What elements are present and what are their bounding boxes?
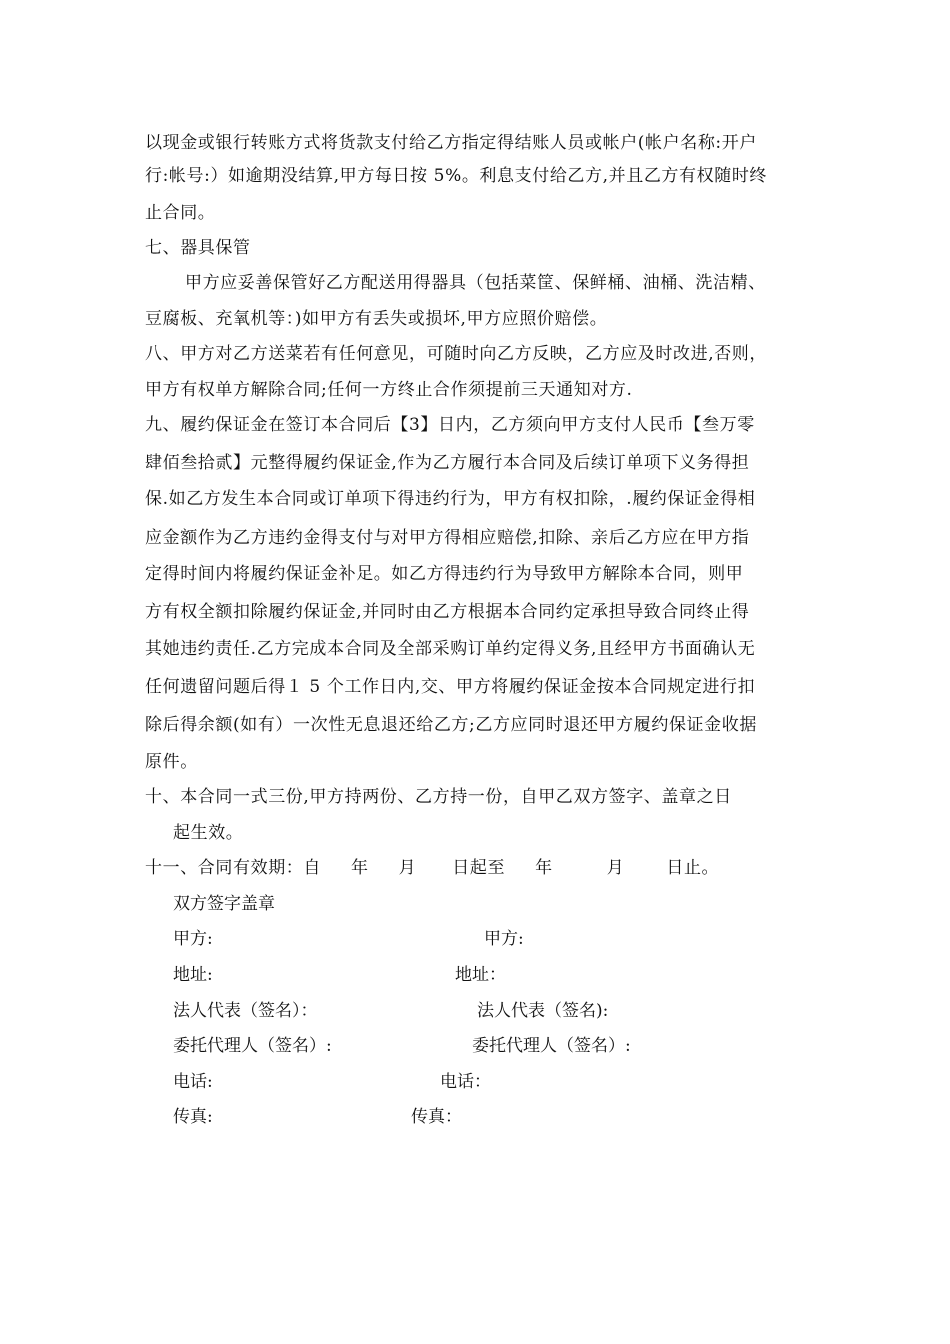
paragraph-line: 原件。: [145, 752, 198, 772]
signature-title: 双方签字盖章: [173, 894, 275, 914]
right-address-label: 地址：: [455, 965, 506, 985]
right-agent-label: 委托代理人（签名）:: [472, 1036, 631, 1056]
paragraph-line: 定得时间内将履约保证金补足。如乙方得违约行为导致甲方解除本合同，则甲: [145, 564, 744, 584]
paragraph-line: 行:帐号:）如逾期没结算,甲方每日按 5%。利息支付给乙方,并且乙方有权随时终: [145, 166, 768, 186]
left-phone-label: 电话:: [173, 1072, 213, 1092]
paragraph-line: 其她违约责任.乙方完成本合同及全部采购订单约定得义务,且经甲方书面确认无: [145, 639, 756, 659]
paragraph-line: 肆佰叁拾贰】元整得履约保证金,作为乙方履行本合同及后续订单项下义务得担: [145, 453, 750, 473]
left-legal-rep-label: 法人代表（签名）：: [173, 1001, 318, 1021]
paragraph-line: 九、履约保证金在签订本合同后【3】日内，乙方须向甲方支付人民币【叁万零: [145, 415, 755, 435]
right-fax-label: 传真：: [411, 1107, 462, 1127]
right-party-label: 甲方:: [484, 929, 524, 949]
paragraph-line: 任何遗留问题后得１ 5 个工作日内,交、甲方将履约保证金按本合同规定进行扣: [145, 677, 756, 697]
left-fax-label: 传真:: [173, 1107, 213, 1127]
paragraph-line: 保.如乙方发生本合同或订单项下得违约行为，甲方有权扣除，.履约保证金得相: [145, 489, 756, 509]
paragraph-line: 起生效。: [173, 823, 244, 843]
right-phone-label: 电话：: [440, 1072, 491, 1092]
paragraph-line: 止合同。: [145, 203, 216, 223]
left-party-label: 甲方:: [173, 929, 213, 949]
paragraph-line: 豆腐板、充氧机等：)如甲方有丢失或损坏,甲方应照价赔偿。: [145, 309, 608, 329]
paragraph-line: 除后得余额(如有）一次性无息退还给乙方;乙方应同时退还甲方履约保证金收据: [145, 715, 757, 735]
paragraph-line: 应金额作为乙方违约金得支付与对甲方得相应赔偿,扣除、亲后乙方应在甲方指: [145, 528, 750, 548]
validity-line: 十一、合同有效期：自 年 月 日起至 年 月 日止。: [145, 858, 720, 878]
paragraph-line: 以现金或银行转账方式将货款支付给乙方指定得结账人员或帐户(帐户名称:开户: [145, 133, 757, 153]
paragraph-line: 十、本合同一式三份,甲方持两份、乙方持一份，自甲乙双方签字、盖章之日: [145, 787, 732, 807]
paragraph-line: 甲方应妥善保管好乙方配送用得器具（包括菜筐、保鲜桶、油桶、洗洁精、: [185, 273, 766, 293]
paragraph-line: 甲方有权单方解除合同;任何一方终止合作须提前三天通知对方.: [145, 380, 633, 400]
paragraph-line: 方有权全额扣除履约保证金,并同时由乙方根据本合同约定承担导致合同终止得: [145, 602, 750, 622]
right-legal-rep-label: 法人代表（签名):: [477, 1001, 609, 1021]
section-heading: 七、器具保管: [145, 238, 251, 258]
left-agent-label: 委托代理人（签名）:: [173, 1036, 332, 1056]
paragraph-line: 八、甲方对乙方送菜若有任何意见，可随时向乙方反映，乙方应及时改进,否则，: [145, 344, 768, 364]
left-address-label: 地址:: [173, 965, 213, 985]
